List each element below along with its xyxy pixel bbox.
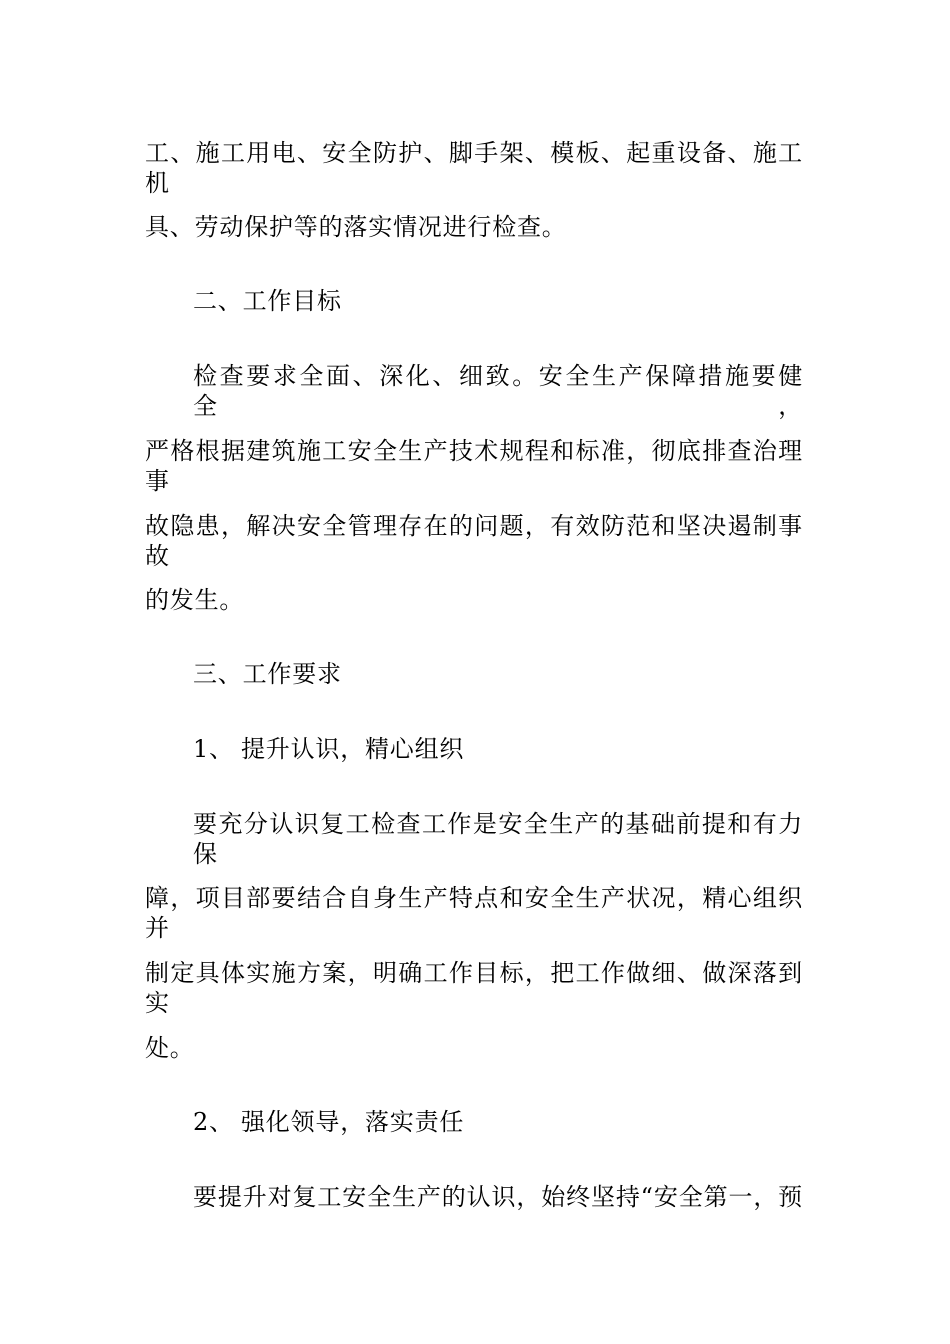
paragraph-line: 检查要求全面、深化、细致。安全生产保障措施要健全， [193, 362, 803, 420]
paragraph-line: 的发生。 [145, 586, 245, 614]
paragraph-line: 故隐患，解决安全管理存在的问题，有效防范和坚决遏制事故 [145, 512, 803, 570]
paragraph-line: 制定具体实施方案，明确工作目标，把工作做细、做深落到实 [145, 959, 803, 1017]
paragraph-line: 要充分认识复工检查工作是安全生产的基础前提和有力保 [193, 810, 803, 868]
subsection-number: 2、 [193, 1108, 234, 1136]
section-heading: 三、工作要求 [193, 660, 342, 688]
subsection-title: 强化领导，落实责任 [241, 1108, 465, 1136]
subsection-number: 1、 [193, 735, 234, 763]
section-heading: 二、工作目标 [193, 287, 342, 315]
paragraph-line: 工、施工用电、安全防护、脚手架、模板、起重设备、施工机 [145, 139, 803, 197]
subsection-heading [193, 734, 863, 764]
paragraph-line: 严格根据建筑施工安全生产技术规程和标准，彻底排查治理事 [145, 437, 803, 495]
subsection-heading [193, 1107, 863, 1137]
paragraph-line: 处。 [145, 1034, 195, 1062]
paragraph-line: 具、劳动保护等的落实情况进行检查。 [145, 213, 567, 241]
paragraph-line: 障，项目部要结合自身生产特点和安全生产状况，精心组织并 [145, 884, 803, 942]
paragraph-line: 要提升对复工安全生产的认识，始终坚持“安全第一，预 [193, 1183, 803, 1211]
subsection-title: 提升认识，精心组织 [241, 735, 465, 763]
